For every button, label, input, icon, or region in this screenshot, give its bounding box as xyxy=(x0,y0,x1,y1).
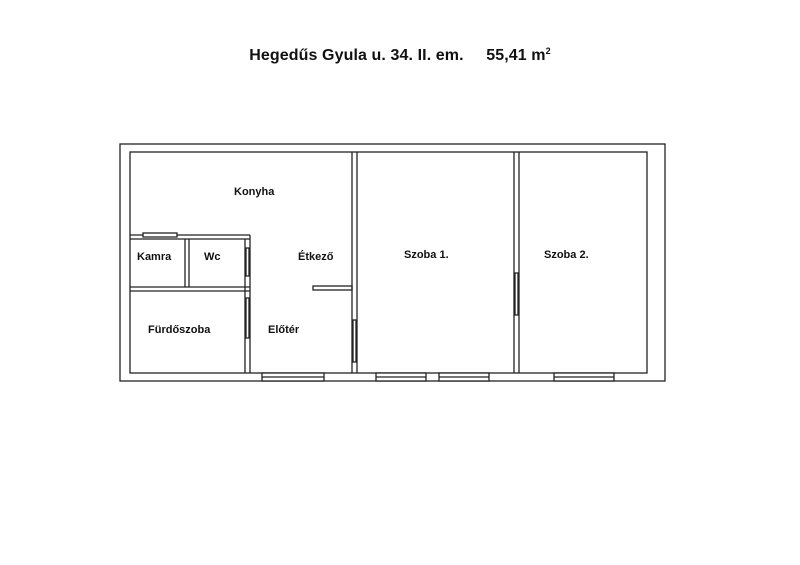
door-wc-eloter xyxy=(246,248,249,276)
room-label-etkezo: Étkező xyxy=(298,251,334,263)
room-label-furdoszoba: Fürdőszoba xyxy=(148,324,211,336)
outer-wall-outline xyxy=(120,144,665,381)
door-etkezo-szoba1 xyxy=(353,320,356,362)
area-exponent: 2 xyxy=(545,46,551,56)
room-label-szoba1: Szoba 1. xyxy=(404,249,449,261)
window-eloter xyxy=(262,373,324,381)
area-value: 55,41 m xyxy=(486,47,546,64)
address-label: Hegedűs Gyula u. 34. II. em. xyxy=(249,47,464,64)
room-label-eloter: Előtér xyxy=(268,324,300,336)
window-szoba1-right xyxy=(439,373,489,381)
wall-stub-etkezo xyxy=(313,286,352,290)
room-label-wc: Wc xyxy=(204,251,221,263)
window-kamra xyxy=(143,233,177,237)
door-bath-eloter xyxy=(246,298,249,338)
window-szoba2 xyxy=(554,373,614,381)
door-szoba1-szoba2 xyxy=(515,273,518,315)
window-szoba1-left xyxy=(376,373,426,381)
room-label-szoba2: Szoba 2. xyxy=(544,249,589,261)
room-label-kamra: Kamra xyxy=(137,251,172,263)
room-label-konyha: Konyha xyxy=(234,186,275,198)
